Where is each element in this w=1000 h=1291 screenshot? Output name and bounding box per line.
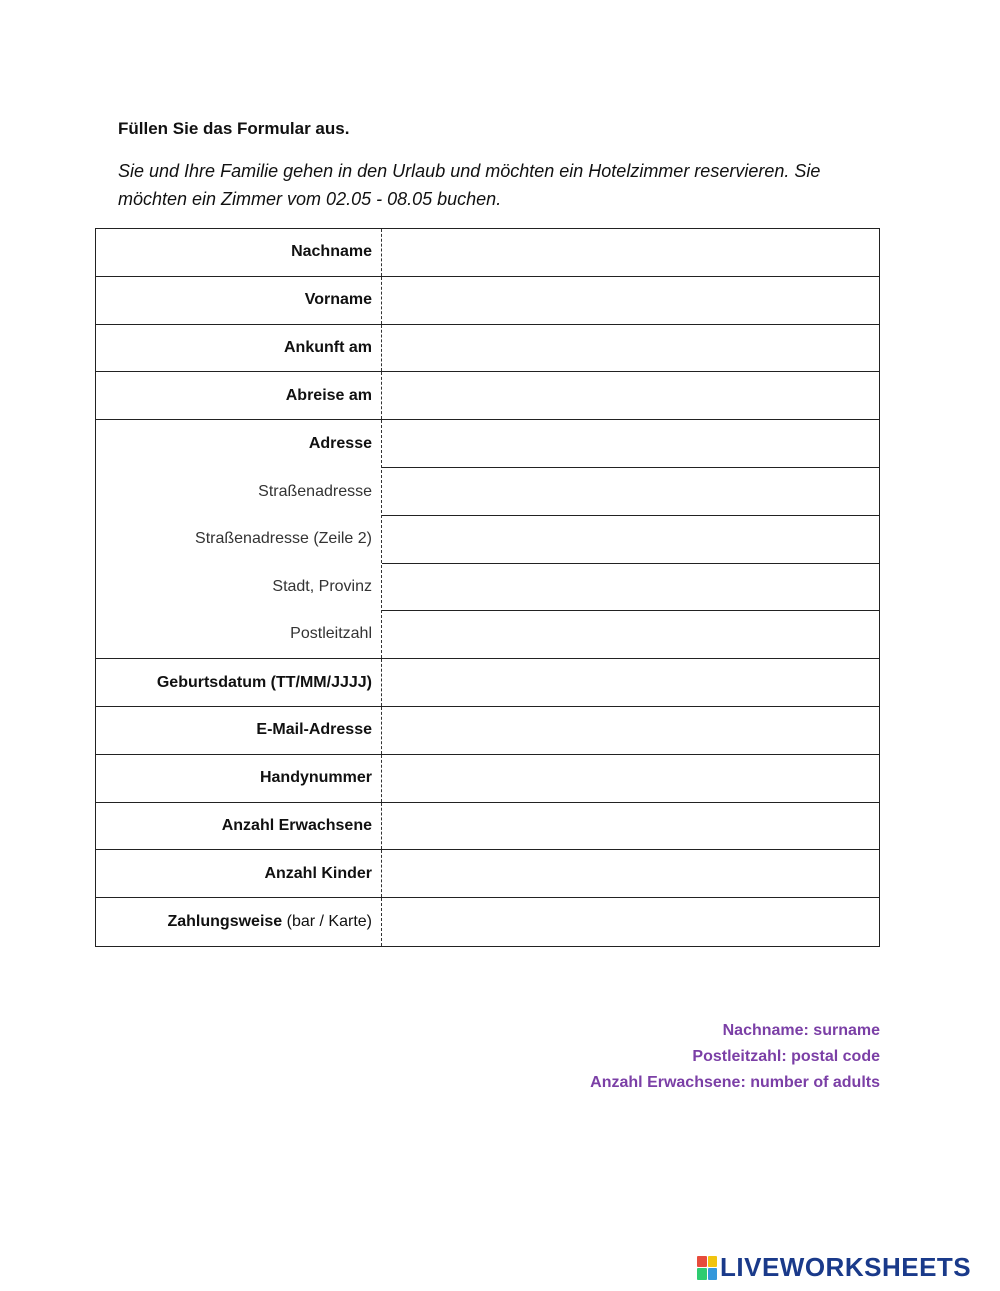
brand-logo xyxy=(697,1252,971,1283)
erwachsene-input[interactable] xyxy=(382,803,879,850)
nachname-input[interactable] xyxy=(382,229,879,276)
reservation-form xyxy=(95,228,880,947)
label-ankunft: Ankunft am xyxy=(284,338,372,356)
label-zahlung xyxy=(96,898,381,946)
label-kinder: Anzahl Kinder xyxy=(264,864,372,882)
adresse-input[interactable] xyxy=(382,420,879,468)
logo-square xyxy=(708,1256,718,1268)
label-email: E-Mail-Adresse xyxy=(256,721,372,739)
label-vorname: Vorname xyxy=(304,291,372,309)
task-description: Sie und Ihre Familie gehen in den Urlaub und möchten ein Hotelzimmer reservieren. Sie möchten ein Zimmer vom 02.05 - 08.05 buchen. xyxy=(118,161,821,209)
zahlung-input[interactable] xyxy=(382,898,879,946)
liveworksheets-icon xyxy=(697,1256,717,1280)
label-city: Stadt, Provinz xyxy=(272,577,372,595)
ankunft-input[interactable] xyxy=(382,325,879,372)
glossary-item: Postleitzahl: postal code xyxy=(692,1047,880,1065)
label-nachname: Nachname xyxy=(291,243,372,261)
label-zip: Postleitzahl xyxy=(290,625,372,643)
vorname-input[interactable] xyxy=(382,277,879,324)
row-zahlung xyxy=(96,898,879,946)
abreise-input[interactable] xyxy=(382,372,879,419)
logo-square xyxy=(697,1256,707,1268)
page-title: Füllen Sie das Formular aus. xyxy=(118,119,350,138)
row-nachname xyxy=(96,229,879,277)
row-handy xyxy=(96,755,879,803)
geburtsdatum-input[interactable] xyxy=(382,659,879,706)
label-abreise: Abreise am xyxy=(285,386,372,404)
brand-name: LIVEWORKSHEETS xyxy=(720,1252,972,1282)
label-zahlung-bold: Zahlungsweise xyxy=(167,913,283,931)
zip-input[interactable] xyxy=(382,611,879,659)
row-ankunft xyxy=(96,325,879,373)
glossary xyxy=(590,1018,880,1095)
label-zahlung-options: (bar / Karte) xyxy=(282,913,372,931)
kinder-input[interactable] xyxy=(382,850,879,897)
city-input[interactable] xyxy=(382,564,879,612)
label-street: Straßenadresse xyxy=(258,482,372,500)
logo-square xyxy=(708,1268,718,1280)
row-kinder xyxy=(96,850,879,898)
glossary-item: Nachname: surname xyxy=(722,1022,880,1039)
label-street2: Straßenadresse (Zeile 2) xyxy=(195,530,372,548)
row-geburtsdatum xyxy=(96,659,879,707)
email-input[interactable] xyxy=(382,707,879,754)
label-geburtsdatum: Geburtsdatum (TT/MM/JJJJ) xyxy=(156,673,372,691)
row-vorname xyxy=(96,277,879,325)
glossary-item: Anzahl Erwachsene: number of adults xyxy=(590,1073,880,1091)
street2-input[interactable] xyxy=(382,516,879,564)
street-input[interactable] xyxy=(382,468,879,516)
label-erwachsene: Anzahl Erwachsene xyxy=(221,816,372,834)
row-abreise xyxy=(96,372,879,420)
handy-input[interactable] xyxy=(382,755,879,802)
logo-square xyxy=(697,1268,707,1280)
row-adresse xyxy=(96,420,879,659)
row-email xyxy=(96,707,879,755)
row-erwachsene xyxy=(96,803,879,851)
label-adresse: Adresse xyxy=(308,434,372,452)
label-handy: Handynummer xyxy=(259,769,372,787)
